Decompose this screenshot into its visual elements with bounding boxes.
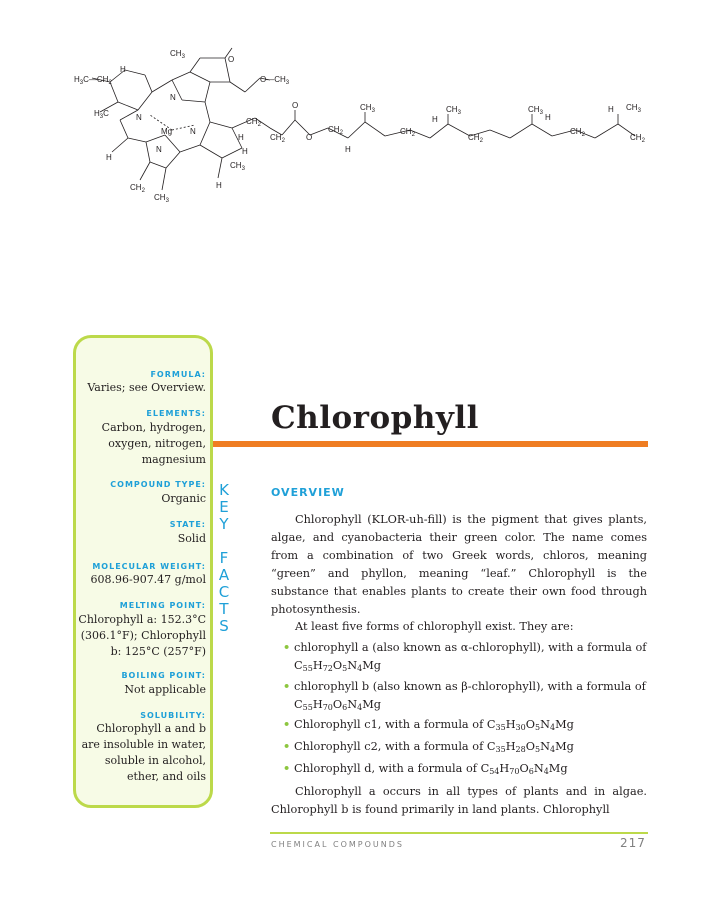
overview-paragraph-1: Chlorophyll (KLOR-uh-fill) is the pigment that gives plants, algae, and cyanobacteria their green color. The name comes from a combination of two Greek words, chloros, meaning “green” and phyllon, meaning “leaf.” Chlorophyll is the substance that enables plants to create their own food through photosynthesis. xyxy=(271,513,647,616)
melting-point-label: MELTING POINT: xyxy=(119,601,206,610)
bullet-text: chlorophyll a (also known as α-chlorophyll), with a formula of xyxy=(294,641,647,654)
boiling-point-value: Not applicable xyxy=(124,683,206,696)
bullet-text: Chlorophyll c1, with a formula of xyxy=(294,718,487,731)
bullet-dot: • xyxy=(283,640,291,654)
formula-value: Varies; see Overview. xyxy=(87,381,206,394)
svg-text:H: H xyxy=(120,65,126,74)
bullet-chlorophyll-d xyxy=(283,760,648,781)
svg-text:H: H xyxy=(432,115,438,124)
bullet-dot: • xyxy=(283,739,291,753)
bullet-dot: • xyxy=(283,717,291,731)
bullet-text: Chlorophyll d, with a formula of xyxy=(294,762,481,775)
solubility-label: SOLUBILITY: xyxy=(140,711,206,720)
overview-heading: OVERVIEW xyxy=(271,486,345,499)
svg-text:O: O xyxy=(228,55,235,64)
solubility-line-1: Chlorophyll a and b xyxy=(96,722,206,735)
bullet-dot: • xyxy=(283,761,291,775)
state-value: Solid xyxy=(177,532,206,545)
svg-text:N: N xyxy=(156,145,162,154)
svg-text:H3C: $H_3C$ xyxy=(94,109,109,120)
elements-label: ELEMENTS: xyxy=(146,409,206,418)
compound-type-value: Organic xyxy=(161,492,206,505)
svg-text:CH2: $CH_2$ xyxy=(468,133,483,144)
bullet-chlorophyll-c2 xyxy=(283,738,648,759)
bullet-text: chlorophyll b (also known as β-chlorophyll), with a formula of xyxy=(294,680,646,693)
bullet-chlorophyll-a xyxy=(283,639,648,677)
page-title: Chlorophyll xyxy=(271,400,479,436)
svg-text:H: H xyxy=(238,133,244,142)
molecular-weight-label: MOLECULAR WEIGHT: xyxy=(92,562,206,571)
compound-type-label: COMPOUND TYPE: xyxy=(110,480,206,489)
svg-text:CH3: $CH_3$ xyxy=(154,193,169,204)
solubility-line-2: are insoluble in water, xyxy=(81,738,206,751)
svg-text:CH2: $CH_2$ xyxy=(246,117,261,128)
svg-text:CH3: $CH_3$ xyxy=(170,49,185,60)
overview-paragraph-3: Chlorophyll a occurs in all types of plants and in algae. Chlorophyll b is found primarily in land plants. Chlorophyll xyxy=(271,785,647,816)
svg-text:O—CH3: $O—CH_3$ xyxy=(260,75,290,86)
svg-text:H: H xyxy=(242,147,248,156)
svg-text:CH3: $CH_3$ xyxy=(528,105,543,116)
svg-text:CH3: $CH_3$ xyxy=(230,161,245,172)
svg-text:CH2: $CH_2$ xyxy=(630,133,645,144)
bullet-chlorophyll-c1 xyxy=(283,716,648,737)
bullet-formula: $C_{55}H_{70}O_6N_4Mg$ xyxy=(294,697,382,712)
svg-text:N: N xyxy=(136,113,142,122)
svg-text:H: H xyxy=(216,181,222,190)
boiling-point-label: BOILING POINT: xyxy=(121,671,206,680)
melting-point-line-3: b: 125°C (257°F) xyxy=(110,645,206,658)
elements-line-2: oxygen, nitrogen, xyxy=(108,437,206,450)
svg-text:CH2: $CH_2$ xyxy=(400,127,415,138)
footer-section-name: CHEMICAL COMPOUNDS xyxy=(271,840,404,849)
bullet-formula: $C_{35}H_{28}O_5N_4Mg$ xyxy=(486,740,574,754)
solubility-line-4: ether, and oils xyxy=(126,770,206,783)
elements-line-3: magnesium xyxy=(141,453,206,466)
svg-text:H: H xyxy=(545,113,551,122)
elements-line-1: Carbon, hydrogen, xyxy=(101,421,206,434)
svg-text:CH2: $CH_2$ xyxy=(270,133,285,144)
svg-text:Mg: Mg xyxy=(161,127,173,136)
overview-paragraph-2: At least five forms of chlorophyll exist. They are: xyxy=(295,620,574,633)
bullet-formula: $C_{55}H_{72}O_5N_4Mg$ xyxy=(294,658,382,673)
state-label: STATE: xyxy=(169,520,206,529)
bullet-formula: $C_{35}H_{30}O_5N_4Mg$ xyxy=(486,718,574,732)
bullet-formula: $C_{54}H_{70}O_6N_4Mg$ xyxy=(480,762,568,776)
melting-point-line-2: (306.1°F); Chlorophyll xyxy=(80,629,206,642)
svg-text:CH2: $CH_2$ xyxy=(328,125,343,136)
svg-text:CH3: $CH_3$ xyxy=(626,103,641,114)
footer-rule xyxy=(270,832,648,834)
bullet-chlorophyll-b xyxy=(283,678,648,716)
formula-label: FORMULA: xyxy=(150,370,206,379)
svg-text:O: O xyxy=(292,101,299,110)
page-number: 217 xyxy=(620,836,646,850)
svg-text:H: H xyxy=(345,145,351,154)
svg-text:H: H xyxy=(608,105,614,114)
svg-text:CH3: $CH_3$ xyxy=(446,105,461,116)
svg-text:CH3: $CH_3$ xyxy=(360,103,375,114)
svg-text:N: N xyxy=(170,93,176,102)
bullet-text: Chlorophyll c2, with a formula of xyxy=(294,740,487,753)
key-facts-vertical-label: K E Y F A C T S xyxy=(218,481,230,635)
bullet-dot: • xyxy=(283,679,291,693)
melting-point-line-1: Chlorophyll a: 152.3°C xyxy=(78,613,206,626)
chlorophyll-structure-diagram xyxy=(70,40,660,220)
svg-text:H: H xyxy=(106,153,112,162)
svg-text:CH2: $CH_2$ xyxy=(570,127,585,138)
title-rule xyxy=(213,441,648,447)
svg-text:N: N xyxy=(190,127,196,136)
svg-text:CH2: $CH_2$ xyxy=(130,183,145,194)
molecular-weight-value: 608.96-907.47 g/mol xyxy=(90,573,206,586)
svg-text:O: O xyxy=(306,133,313,142)
svg-text:H3C—CH2: $H_3C—CH_2$ xyxy=(74,75,112,86)
solubility-line-3: soluble in alcohol, xyxy=(104,754,206,767)
